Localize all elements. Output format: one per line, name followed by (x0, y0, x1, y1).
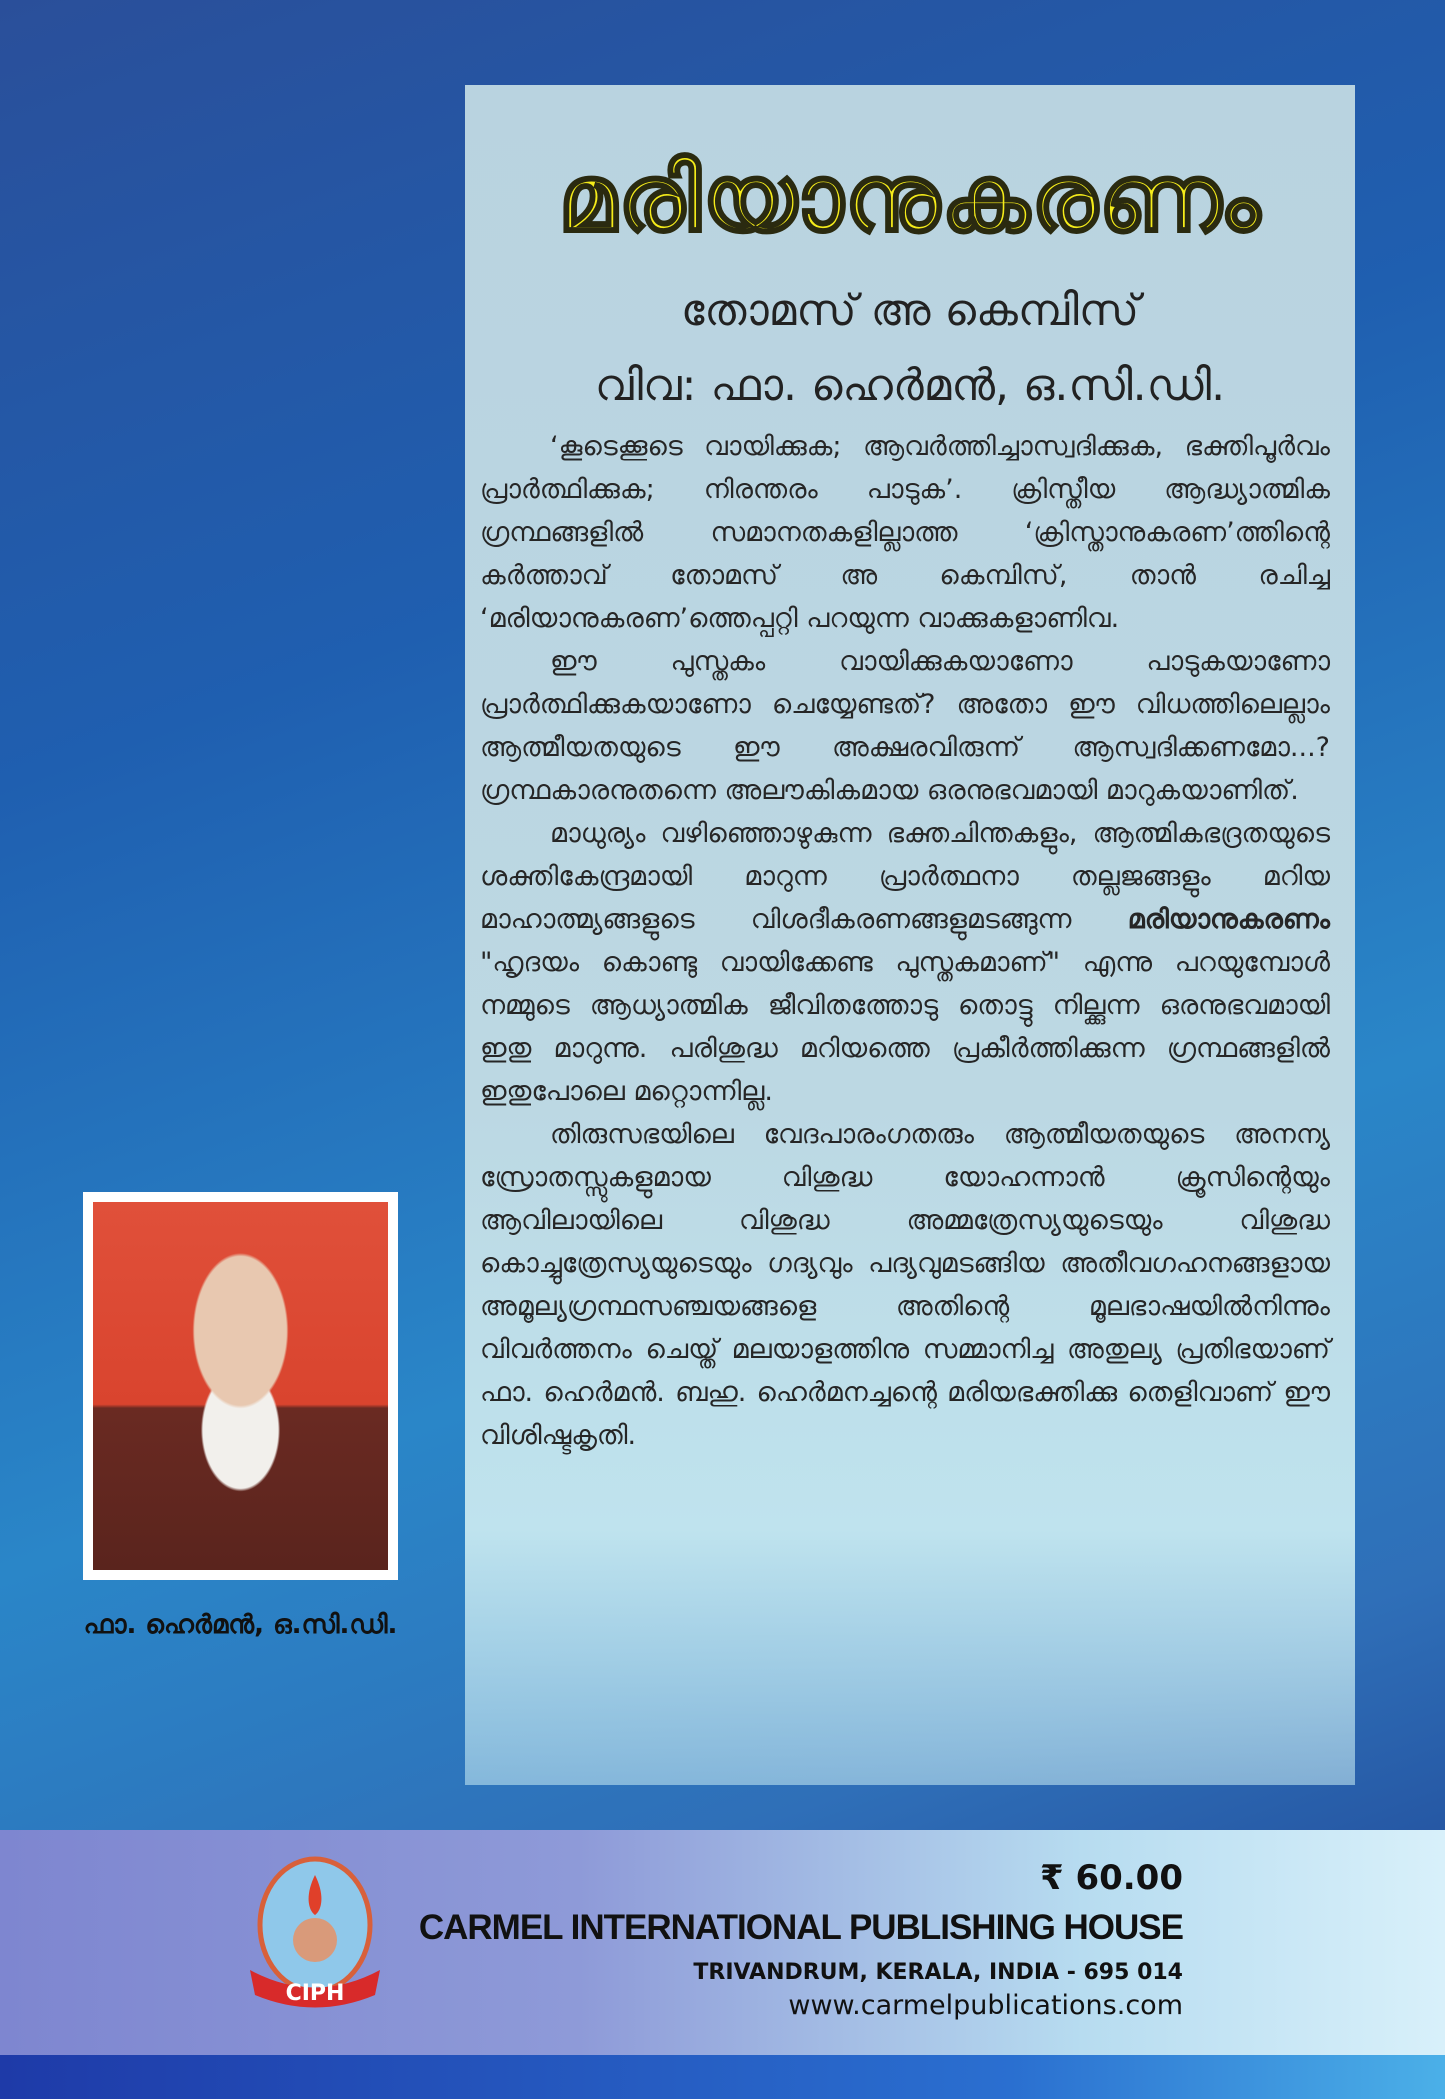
blurb-text-span: "ഹൃദയം കൊണ്ടു വായിക്കേണ്ട പുസ്തകമാണ്" എന്നു പറയുമ്പോൾ നമ്മുടെ ആധ്യാത്മിക ജീവിതത്തോടു തൊട്ടു നില്ക്കുന്ന ഒരനുഭവമായി ഇതു മാറുന്നു. പരിശുദ്ധ മറിയത്തെ പ്രകീർത്തിക്കുന്ന ഗ്രന്ഥങ്ങളിൽ ഇതുപോലെ മറ്റൊന്നില്ല. (480, 947, 1330, 1107)
bottom-stripe (0, 2055, 1445, 2099)
blurb-text (480, 425, 1330, 1457)
blurb-paragraph: തിരുസഭയിലെ വേദപാരംഗതരും ആത്മീയതയുടെ അനന്യ സ്രോതസ്സുകളുമായ വിശുദ്ധ യോഹന്നാൻ ക്രൂസിന്റെയും ആവിലായിലെ വിശുദ്ധ അമ്മത്രേസ്യയുടെയും വിശുദ്ധ കൊച്ചുത്രേസ്യയുടെയും ഗദ്യവും പദ്യവുമടങ്ങിയ അതീവഗഹനങ്ങളായ അമൂല്യഗ്രന്ഥസഞ്ചയങ്ങളെ അതിന്റെ മൂലഭാഷയിൽനിന്നും വിവർത്തനം ചെയ്ത് മലയാളത്തിനു സമ്മാനിച്ച അതുല്യ പ്രതിഭയാണ് ഫാ. ഹെർമൻ. ബഹു. ഹെർമനച്ചന്റെ മരിയഭക്തിക്കു തെളിവാണ് ഈ വിശിഷ്ടകൃതി. (480, 1119, 1330, 1451)
publisher-name: CARMEL INTERNATIONAL PUBLISHING HOUSE (418, 1908, 1183, 1947)
photo-caption: ഫാ. ഹെർമൻ, ഒ.സി.ഡി. (83, 1610, 398, 1640)
publisher-address: TRIVANDRUM, KERALA, INDIA - 695 014 (693, 1960, 1183, 1985)
translator-photo (93, 1202, 388, 1570)
blurb-bold-title: മരിയാനുകരണം (1127, 904, 1330, 935)
book-title: മരിയാനുകരണം (558, 145, 1262, 252)
blurb-panel (465, 85, 1355, 1785)
publisher-website[interactable]: www.carmelpublications.com (788, 1990, 1183, 2021)
blurb-text-span: മാധുര്യം വഴിഞ്ഞൊഴുകുന്ന ഭക്തചിന്തകളും, ആത്മികഭദ്രതയുടെ ശക്തികേന്ദ്രമായി മാറുന്ന പ്രാർത്ഥനാ തല്ലജങ്ങളും മറിയ മാഹാത്മ്യങ്ങളുടെ വിശദീകരണങ്ങളുമടങ്ങുന്ന (480, 818, 1330, 935)
price: ₹ 60.00 (1039, 1858, 1183, 1898)
svg-text:CIPH: CIPH (285, 1981, 345, 2006)
blurb-paragraph: ‘കൂടെക്കൂടെ വായിക്കുക; ആവർത്തിച്ചാസ്വദിക്കുക, ഭക്തിപൂർവം പ്രാർത്ഥിക്കുക; നിരന്തരം പാടുക’. ക്രിസ്തീയ ആദ്ധ്യാത്മിക ഗ്രന്ഥങ്ങളിൽ സമാനതകളില്ലാത്ത ‘ക്രിസ്താനുകരണ’ത്തിന്റെ കർത്താവ് തോമസ് അ കെമ്പിസ്, താൻ രചിച്ച ‘മരിയാനുകരണ’ത്തെപ്പറ്റി പറയുന്ന വാക്കുകളാണിവ. (480, 431, 1330, 634)
author-name: തോമസ് അ കെമ്പിസ് (680, 285, 1140, 336)
blurb-paragraph (480, 812, 1330, 1113)
translator-name: വിവ: ഫാ. ഹെർമൻ, ഒ.സി.ഡി. (594, 360, 1226, 411)
publisher-logo-icon (240, 1855, 390, 2015)
blurb-paragraph: ഈ പുസ്തകം വായിക്കുകയാണോ പാടുകയാണോ പ്രാർത്ഥിക്കുകയാണോ ചെയ്യേണ്ടത്? അതോ ഈ വിധത്തിലെല്ലാം ആത്മീയതയുടെ ഈ അക്ഷരവിരുന്ന് ആസ്വദിക്കണമോ...? ഗ്രന്ഥകാരനുതന്നെ അലൗകികമായ ഒരനുഭവമായി മാറുകയാണിത്. (480, 646, 1330, 806)
translator-photo-frame (83, 1192, 398, 1580)
